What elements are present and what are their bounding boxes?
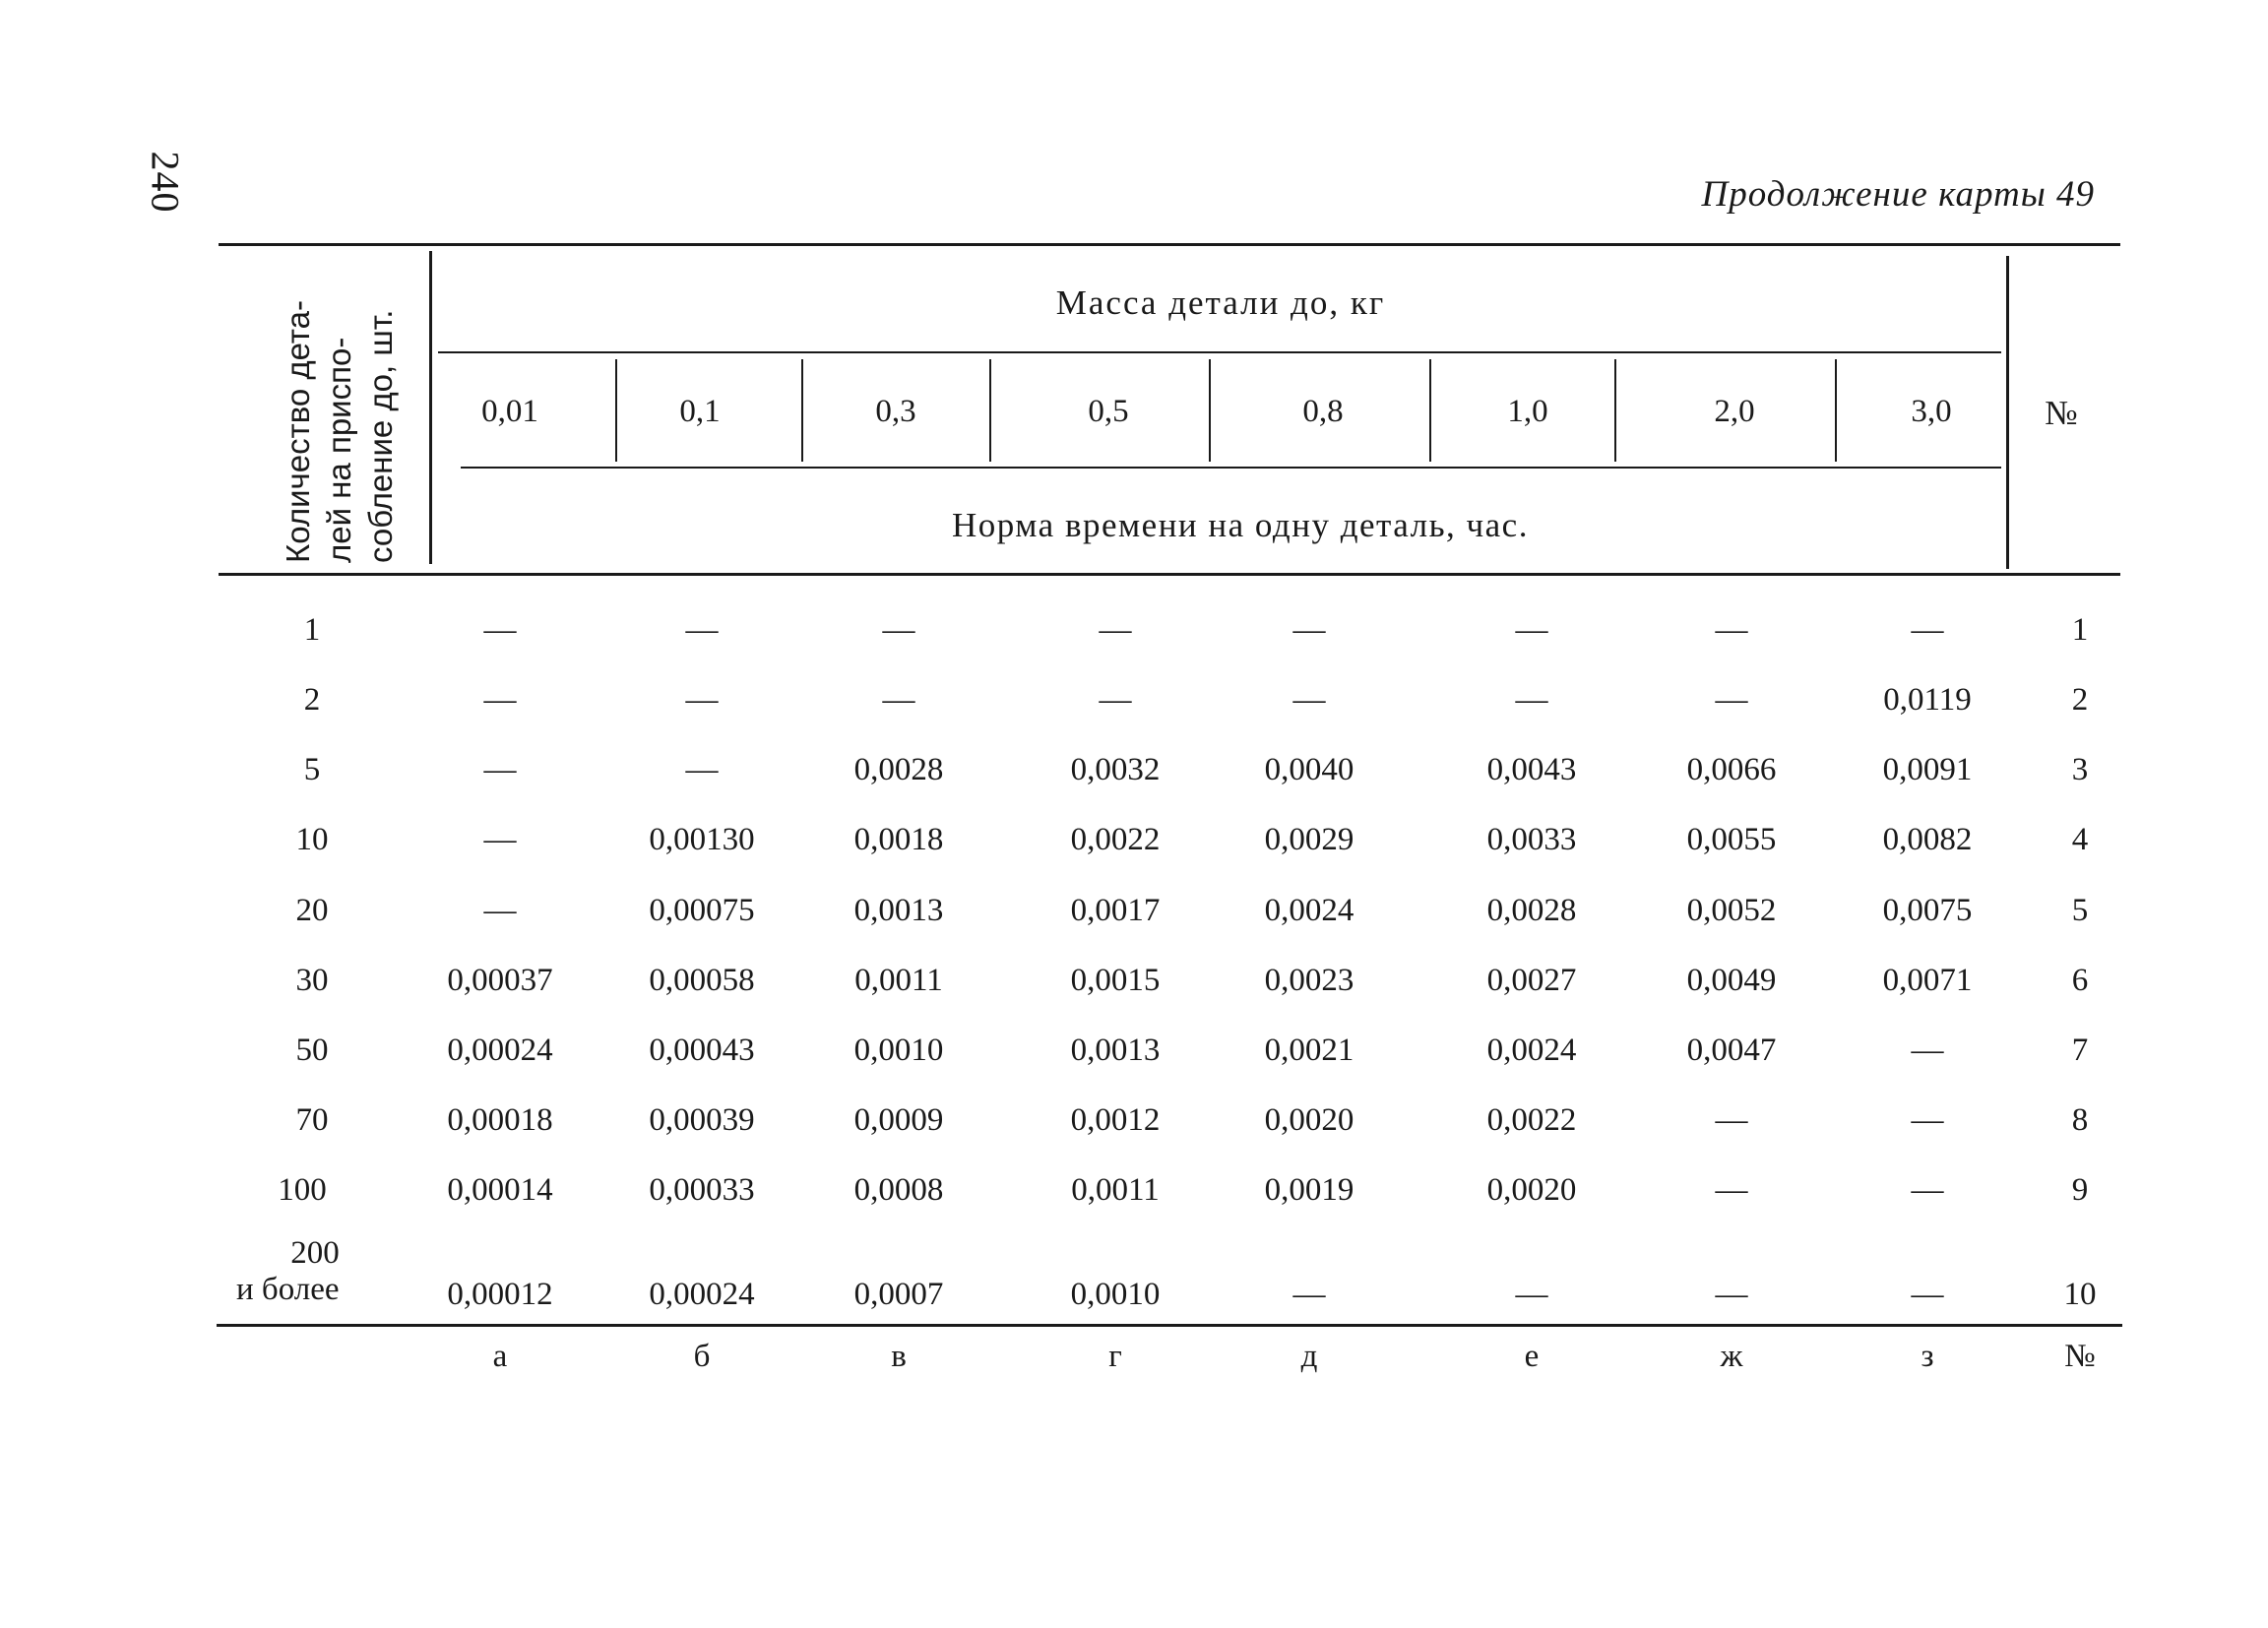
time-value-cell: 0,0012 [1070,1102,1161,1138]
mass-divider [989,359,991,462]
quantity-cell: 50 [295,1033,329,1068]
time-value-cell: 0,0013 [1070,1033,1161,1068]
time-value-cell: — [1292,682,1326,718]
row-number-cell: 8 [2071,1102,2089,1138]
time-value-cell: 0,0020 [1264,1102,1354,1138]
time-value-cell: 0,0040 [1264,752,1354,787]
time-value-cell: — [1715,1172,1748,1208]
time-value-cell: 0,0028 [853,752,944,787]
quantity-cell: 1 [303,612,321,648]
time-value-cell: — [1911,1172,1944,1208]
time-value-cell: 0,0082 [1882,822,1973,857]
time-value-cell: 0,0027 [1486,963,1577,998]
time-value-cell: 0,0029 [1264,822,1354,857]
mass-divider [801,359,803,462]
time-value-cell: — [882,682,915,718]
mass-value: 0,3 [875,394,916,429]
mass-header: Масса детали до, кг [1055,283,1386,322]
time-value-cell: — [1292,1277,1326,1312]
time-value-cell: — [1099,612,1132,648]
time-value-cell: 0,0007 [853,1277,944,1312]
time-value-cell: — [483,612,517,648]
time-value-cell: 0,0075 [1882,893,1973,928]
mass-divider [1429,359,1431,462]
time-value-cell: 0,00037 [447,963,553,998]
time-value-cell: — [1911,1102,1944,1138]
time-value-cell: — [1911,1033,1944,1068]
time-value-cell: 0,0019 [1264,1172,1354,1208]
time-value-cell: — [1515,1277,1548,1312]
time-value-cell: — [1911,612,1944,648]
time-value-cell: 0,0033 [1486,822,1577,857]
time-value-cell: 0,0022 [1070,822,1161,857]
quantity-cell: 20 [295,893,329,928]
row-number-cell: 10 [2063,1277,2097,1312]
mass-divider [1614,359,1616,462]
mass-value: 0,1 [679,394,721,429]
time-value-cell: 0,0032 [1070,752,1161,787]
mass-value: 0,01 [481,394,538,429]
time-value-cell: 0,00058 [649,963,755,998]
time-value-cell: — [1099,682,1132,718]
time-value-cell: 0,00012 [447,1277,553,1312]
column-letter: ж [1720,1339,1743,1374]
time-value-cell: — [685,752,719,787]
time-value-cell: — [1292,612,1326,648]
time-value-cell: — [882,612,915,648]
time-value-cell: 0,00033 [649,1172,755,1208]
time-value-cell: 0,0052 [1686,893,1777,928]
row-number-cell: 9 [2071,1172,2089,1208]
table-top-rule [219,243,2120,246]
time-value-cell: 0,0011 [1071,1172,1160,1208]
mass-divider [615,359,617,462]
time-value-cell: 0,0119 [1883,682,1972,718]
time-value-cell: — [685,612,719,648]
time-value-cell: — [1715,1277,1748,1312]
row-number-cell: 5 [2071,893,2089,928]
time-value-cell: — [483,682,517,718]
column-letter: з [1921,1339,1934,1374]
time-value-cell: — [1715,682,1748,718]
time-value-cell: 0,0071 [1882,963,1973,998]
mass-value: 2,0 [1714,394,1755,429]
time-value-cell: 0,0022 [1486,1102,1577,1138]
time-value-cell: — [483,752,517,787]
time-value-cell: 0,00014 [447,1172,553,1208]
time-value-cell: 0,0018 [853,822,944,857]
time-value-cell: 0,0043 [1486,752,1577,787]
mass-value: 3,0 [1911,394,1952,429]
time-value-cell: 0,00039 [649,1102,755,1138]
time-value-cell: 0,0047 [1686,1033,1777,1068]
mass-label-underline [438,351,2001,353]
time-value-cell: 0,0011 [854,963,943,998]
time-value-cell: — [1515,682,1548,718]
quantity-cell: 200 и более [236,1235,340,1307]
time-value-cell: — [685,682,719,718]
time-value-cell: 0,00043 [649,1033,755,1068]
mass-value: 0,5 [1088,394,1129,429]
time-value-cell: 0,00024 [447,1033,553,1068]
quantity-cell: 10 [295,822,329,857]
time-value-cell: 0,0010 [1070,1277,1161,1312]
time-value-cell: 0,0020 [1486,1172,1577,1208]
footer-number-label: № [2064,1339,2096,1374]
quantity-cell: 70 [295,1102,329,1138]
row-number-cell: 4 [2071,822,2089,857]
row-number-cell: 3 [2071,752,2089,787]
time-value-cell: — [1911,1277,1944,1312]
time-value-cell: — [1515,612,1548,648]
header-bottom-rule [219,573,2120,576]
column-letter: д [1300,1339,1318,1374]
column-letter: г [1108,1339,1122,1374]
time-value-cell: 0,00018 [447,1102,553,1138]
row-number-cell: 2 [2071,682,2089,718]
quantity-cell: 100 [278,1172,327,1208]
time-value-cell: 0,0091 [1882,752,1973,787]
time-value-cell: 0,0013 [853,893,944,928]
row-number-cell: 7 [2071,1033,2089,1068]
row-number-cell: 1 [2071,612,2089,648]
mass-values-underline [461,467,2001,469]
time-value-cell: 0,0028 [1486,893,1577,928]
quantity-cell: 30 [295,963,329,998]
time-value-cell: 0,00024 [649,1277,755,1312]
time-value-cell: — [1715,612,1748,648]
time-value-cell: 0,0055 [1686,822,1777,857]
number-column-divider [2006,256,2009,569]
time-value-cell: 0,0009 [853,1102,944,1138]
norm-header: Норма времени на одну деталь, час. [952,506,1529,544]
mass-divider [1209,359,1211,462]
time-value-cell: 0,0015 [1070,963,1161,998]
quantity-cell: 5 [303,752,321,787]
time-value-cell: 0,0017 [1070,893,1161,928]
time-value-cell: 0,00075 [649,893,755,928]
quantity-cell: 2 [303,682,321,718]
time-value-cell: — [483,893,517,928]
time-value-cell: 0,0008 [853,1172,944,1208]
time-value-cell: 0,0049 [1686,963,1777,998]
time-value-cell: 0,0010 [853,1033,944,1068]
mass-value: 0,8 [1302,394,1344,429]
row-number-cell: 6 [2071,963,2089,998]
mass-divider [1835,359,1837,462]
time-value-cell: 0,0021 [1264,1033,1354,1068]
time-value-cell: 0,0066 [1686,752,1777,787]
column-letter: б [693,1339,711,1374]
time-value-cell: — [483,822,517,857]
column-letter: е [1524,1339,1540,1374]
continuation-title: Продолжение карты 49 [1701,174,2095,215]
column-letter: в [891,1339,907,1374]
time-value-cell: — [1715,1102,1748,1138]
mass-value: 1,0 [1507,394,1548,429]
time-value-cell: 0,0023 [1264,963,1354,998]
number-column-header: № [2045,394,2080,432]
column-letter: а [492,1339,508,1374]
time-value-cell: 0,00130 [649,822,755,857]
qty-column-divider [429,251,432,564]
time-value-cell: 0,0024 [1264,893,1354,928]
time-value-cell: 0,0024 [1486,1033,1577,1068]
table-bottom-rule [217,1324,2122,1327]
